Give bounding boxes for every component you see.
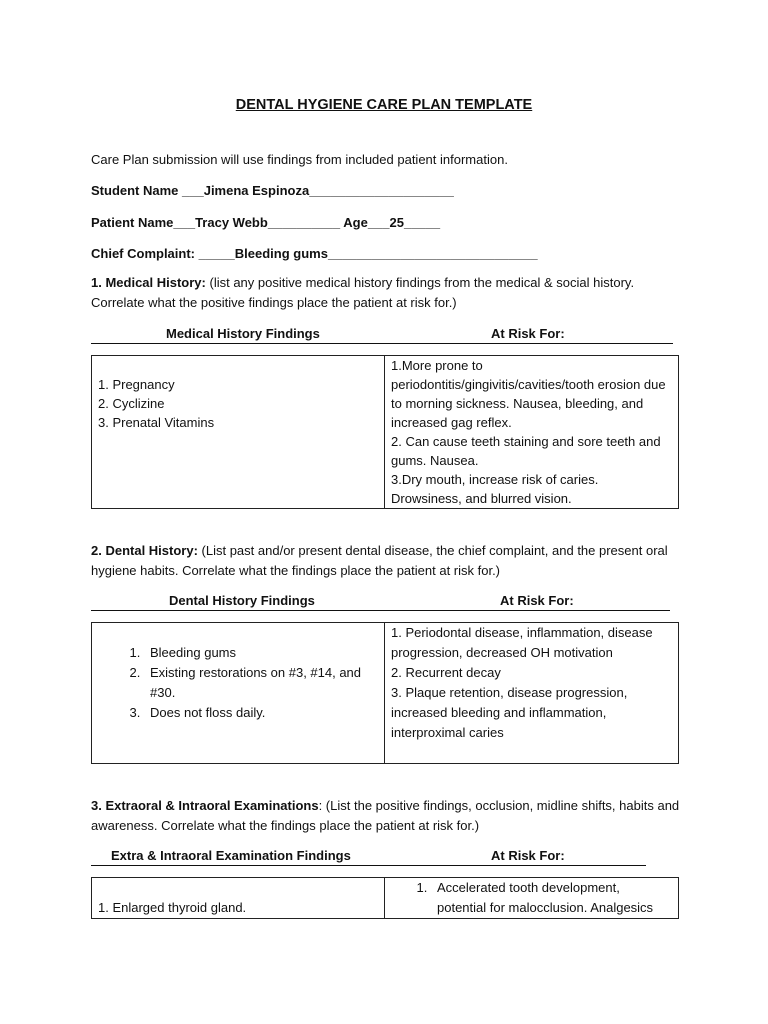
dental-history-instructions: 2. Dental History: (List past and/or present dental disease, the chief complaint, and the present oral hygiene habits. Correlate what the findings place the patient at risk for.) bbox=[91, 543, 668, 578]
list-item: 3. Does not floss daily. bbox=[144, 703, 378, 723]
medical-risk-col-header: At Risk For: bbox=[491, 326, 565, 341]
exam-instructions: 3. Extraoral & Intraoral Examinations: (List the positive findings, occlusion, midline shifts, habits and awareness. Correlate what the findings place the patient at risk for.) bbox=[91, 798, 680, 833]
list-item: 1. Pregnancy bbox=[98, 377, 175, 392]
exam-risk-col-header: At Risk For: bbox=[491, 848, 565, 863]
student-name-line: Student Name ___Jimena Espinoza____________________ bbox=[91, 183, 454, 198]
list-item: 2. Cyclizine bbox=[98, 396, 165, 411]
page-title: DENTAL HYGIENE CARE PLAN TEMPLATE bbox=[235, 97, 533, 113]
medical-history-heading: 1. Medical History: bbox=[91, 275, 206, 290]
exam-column-header bbox=[91, 848, 646, 866]
patient-name-value: Tracy Webb bbox=[195, 215, 268, 230]
medical-findings-cell bbox=[92, 356, 385, 509]
dental-findings-col-header: Dental History Findings bbox=[169, 593, 315, 608]
list-item: 3. Plaque retention, disease progression, increased bleeding and inflammation, interproximal caries bbox=[391, 685, 628, 740]
exam-heading: 3. Extraoral & Intraoral Examinations bbox=[91, 798, 319, 813]
dental-history-column-header bbox=[91, 593, 670, 611]
dental-history-table bbox=[91, 622, 679, 764]
dental-history-heading: 2. Dental History: bbox=[91, 543, 198, 558]
medical-findings-col-header: Medical History Findings bbox=[166, 326, 320, 341]
medical-history-instructions: 1. Medical History: (list any positive medical history findings from the medical & social history. Correlate what the positive findings place the patient at risk for.) bbox=[91, 275, 635, 310]
chief-complaint-line: Chief Complaint: _____Bleeding gums_____________________________ bbox=[91, 246, 538, 261]
list-item: 1. Periodontal disease, inflammation, disease progression, decreased OH motivation bbox=[391, 625, 653, 660]
dental-findings-cell bbox=[92, 623, 385, 764]
medical-history-column-header bbox=[91, 326, 673, 344]
list-item: 3.Dry mouth, increase risk of caries. Drowsiness, and blurred vision. bbox=[391, 472, 599, 506]
list-item: 2. Recurrent decay bbox=[391, 665, 501, 680]
exam-table bbox=[91, 877, 679, 919]
exam-findings-cell bbox=[92, 878, 385, 919]
list-item: 1. Bleeding gums bbox=[144, 643, 378, 663]
dental-risk-col-header: At Risk For: bbox=[500, 593, 574, 608]
patient-name-label: Patient Name bbox=[91, 215, 174, 230]
exam-findings-col-header: Extra & Intraoral Examination Findings bbox=[111, 848, 351, 863]
list-item: 1. Enlarged thyroid gland. bbox=[98, 900, 247, 915]
age-label: Age bbox=[340, 215, 368, 230]
exam-risk-cell bbox=[385, 878, 679, 919]
chief-complaint-value: Bleeding gums bbox=[234, 246, 328, 261]
list-item: 3. Prenatal Vitamins bbox=[98, 415, 215, 430]
list-item: 2. Can cause teeth staining and sore teeth and gums. Nausea. bbox=[391, 434, 661, 468]
list-item: 1. Accelerated tooth development, potential for malocclusion. Analgesics bbox=[431, 878, 672, 918]
dental-risk-cell bbox=[385, 623, 679, 764]
list-item: 2. Existing restorations on #3, #14, and #30. bbox=[144, 663, 378, 703]
student-name-label: Student Name bbox=[91, 183, 179, 198]
student-name-value: Jimena Espinoza bbox=[203, 183, 310, 198]
chief-complaint-label: Chief Complaint: bbox=[91, 246, 195, 261]
medical-history-table bbox=[91, 355, 679, 509]
age-value: 25 bbox=[389, 215, 404, 230]
list-item: 1.More prone to periodontitis/gingivitis/cavities/tooth erosion due to morning sickness. Nausea, bleeding, and increased gag reflex. bbox=[391, 358, 666, 430]
patient-name-line: Patient Name___Tracy Webb__________ Age___25_____ bbox=[91, 215, 441, 230]
medical-risk-cell bbox=[385, 356, 679, 509]
intro-text: Care Plan submission will use findings from included patient information. bbox=[91, 152, 508, 167]
